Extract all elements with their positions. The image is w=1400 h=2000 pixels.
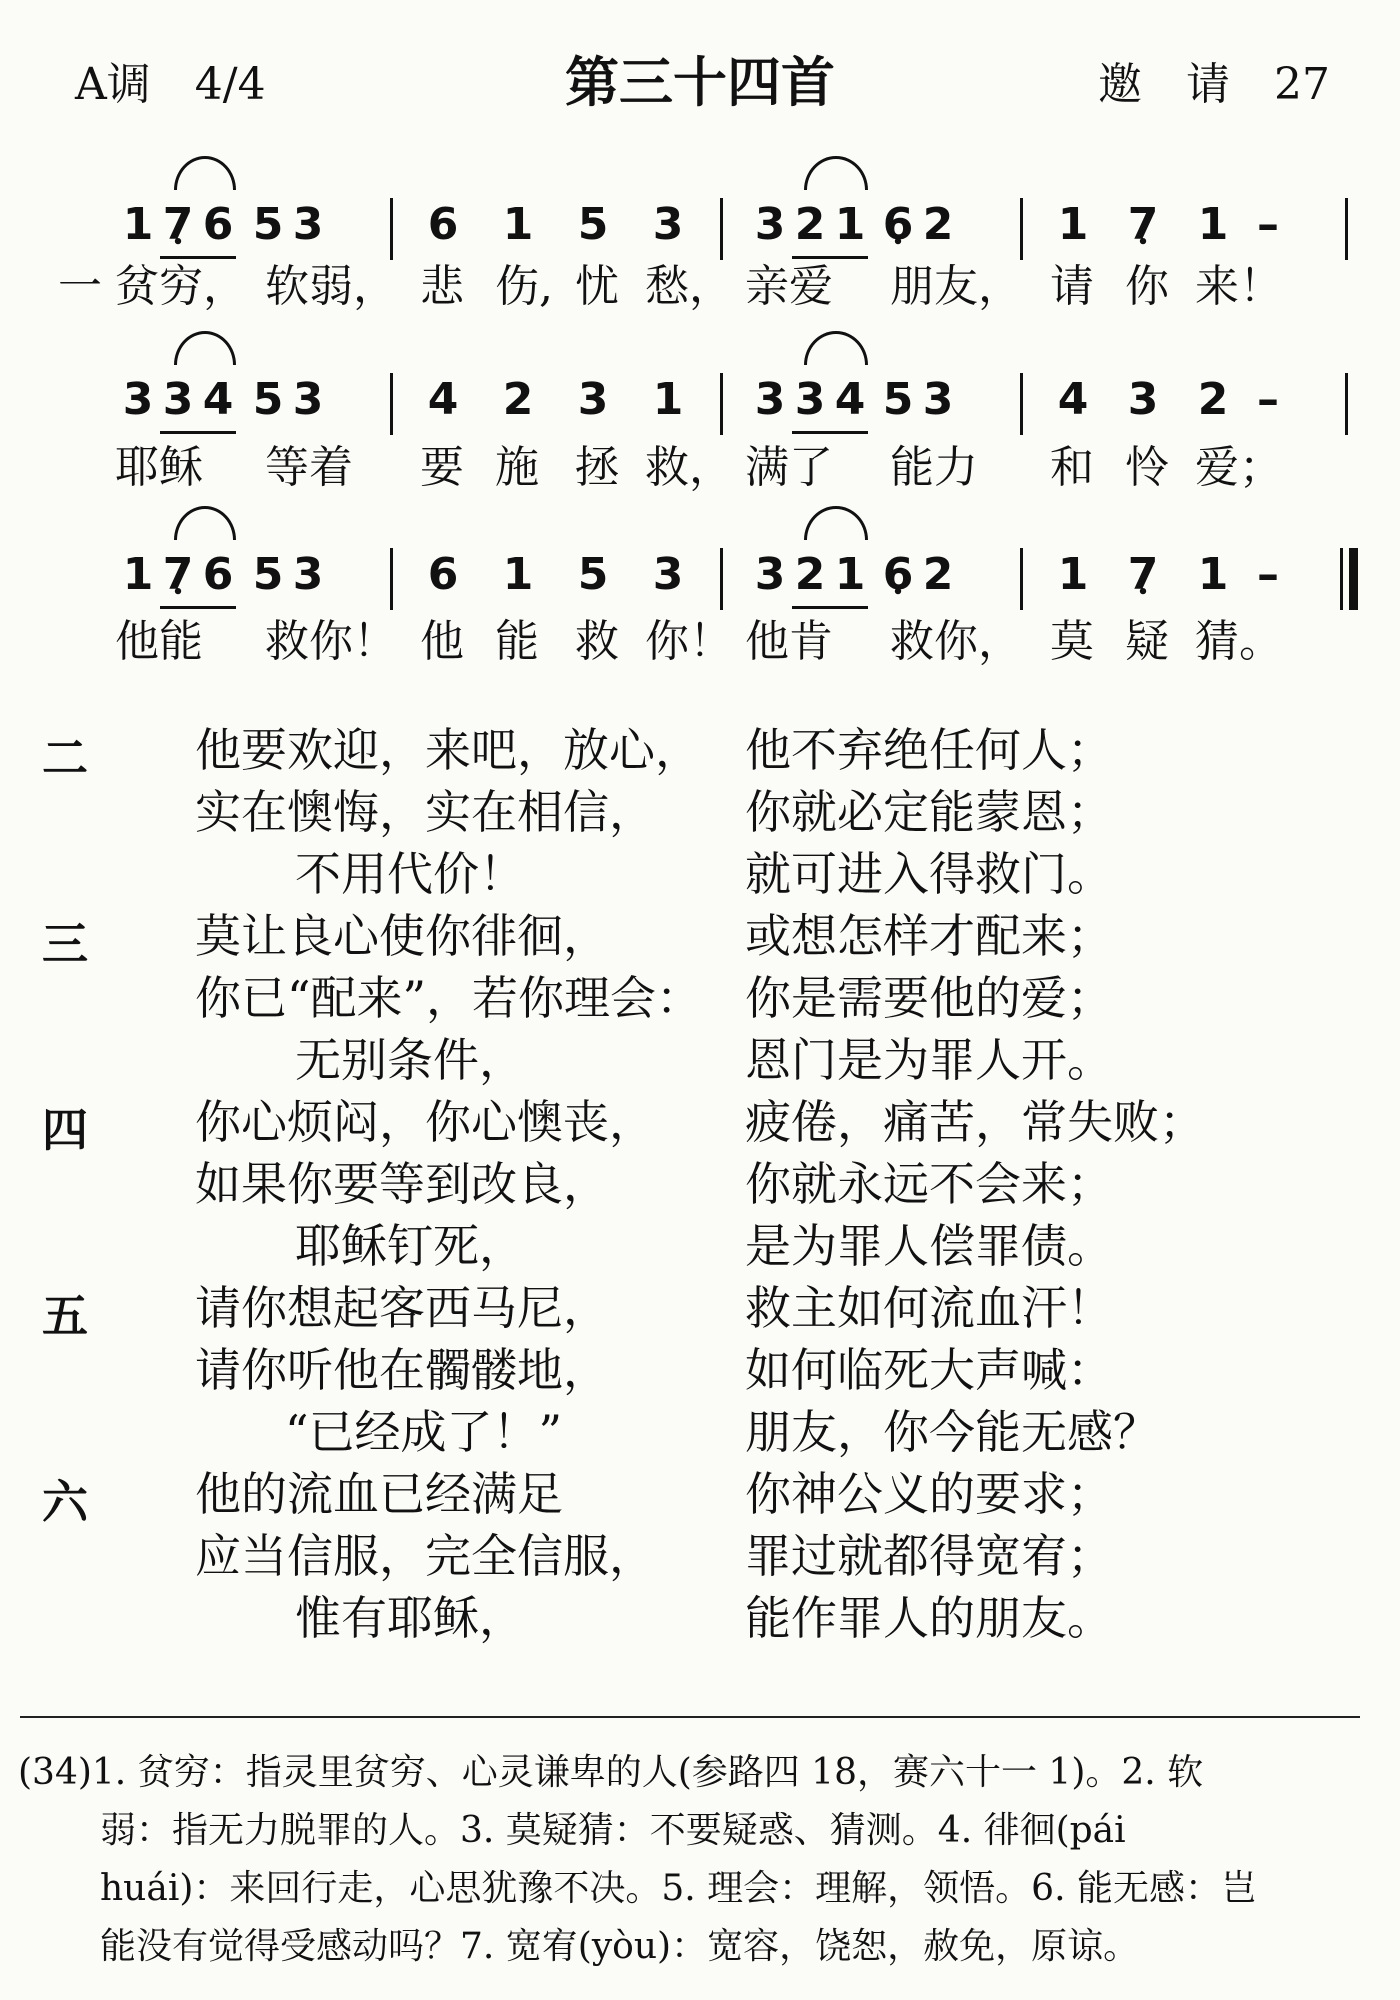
- lyric-word: 伤,: [495, 261, 553, 312]
- note: 1: [122, 549, 154, 600]
- bar-line: [1020, 548, 1023, 610]
- bar-line: [1345, 373, 1348, 435]
- note: 5: [252, 199, 284, 250]
- bar-line: [1020, 373, 1023, 435]
- footnote-line: (34)1. 贫穷：指灵里贫穷、心灵谦卑的人(参路四 18，赛六十一 1)。2. 软: [18, 1752, 1204, 1793]
- verse-line: “已经成了！”: [285, 1405, 563, 1459]
- note: 6 •: [880, 548, 916, 602]
- verse-line: 或想怎样才配来；: [745, 909, 1113, 963]
- note: 1: [834, 549, 866, 600]
- key-signature: A调 4/4: [75, 59, 266, 110]
- note: 3: [754, 374, 786, 425]
- lyric-word: 你！: [645, 616, 733, 667]
- note: 3: [922, 374, 954, 425]
- lyric-word: 他能: [115, 616, 203, 667]
- note: 2: [922, 199, 954, 250]
- note: 1: [1197, 199, 1229, 250]
- dash: –: [1257, 374, 1279, 425]
- note: 1: [1197, 549, 1229, 600]
- lyric-word: 和: [1050, 442, 1094, 493]
- note: 6: [202, 199, 234, 250]
- note: 1: [502, 199, 534, 250]
- note: 7 •: [1125, 548, 1161, 602]
- note: 5: [252, 374, 284, 425]
- verse-line: 你就必定能蒙恩；: [745, 785, 1113, 839]
- bar-line: [720, 548, 723, 610]
- lyric-word: 怜: [1125, 442, 1169, 493]
- note: 1: [652, 374, 684, 425]
- verse-line: 朋友，你今能无感？: [745, 1405, 1159, 1459]
- underline-beam: [792, 256, 868, 259]
- verse-number: 二: [42, 731, 88, 785]
- lyric-word: 他: [420, 616, 464, 667]
- note: 5: [882, 374, 914, 425]
- lyric-word: 救你，: [890, 616, 1022, 667]
- dash: –: [1257, 199, 1279, 250]
- note: 1: [1057, 549, 1089, 600]
- verse-number: 四: [42, 1103, 88, 1157]
- lyric-word: 来！: [1195, 261, 1283, 312]
- verse-line: 恩门是为罪人开。: [745, 1033, 1113, 1087]
- lyric-word: 救，: [645, 442, 733, 493]
- verse-line: 他要欢迎，来吧，放心，: [195, 723, 701, 777]
- slur-mark: [804, 156, 868, 190]
- verse-line: 不用代价！: [295, 847, 525, 901]
- bar-line: [1345, 198, 1348, 260]
- verse-line: 莫让良心使你徘徊，: [195, 909, 609, 963]
- lyric-word: 朋友，: [890, 261, 1022, 312]
- underline-beam: [160, 606, 236, 609]
- underline-beam: [792, 431, 868, 434]
- note: 7 •: [1125, 198, 1161, 252]
- lyric-word: 满了: [745, 442, 833, 493]
- verse-line: 你已“配来”，若你理会：: [195, 971, 703, 1025]
- footnote-line: 弱：指无力脱罪的人。3. 莫疑猜：不要疑惑、猜测。4. 徘徊(pái: [100, 1810, 1126, 1851]
- note: 3: [122, 374, 154, 425]
- verse-line: 就可进入得救门。: [745, 847, 1113, 901]
- note: 7 •: [160, 548, 196, 602]
- note: 3: [292, 549, 324, 600]
- note: 3: [652, 549, 684, 600]
- slur-mark: [174, 156, 236, 190]
- note: 5: [577, 199, 609, 250]
- hymn-title: 第三十四首: [565, 51, 835, 114]
- lyric-word: 他肯: [745, 616, 833, 667]
- note: 1: [122, 199, 154, 250]
- dash: –: [1257, 549, 1279, 600]
- verse-line: 如何临死大声喊：: [745, 1343, 1113, 1397]
- note: 1: [834, 199, 866, 250]
- verse-line: 你心烦闷，你心懊丧，: [195, 1095, 655, 1149]
- lyric-word: 等着: [265, 442, 353, 493]
- note: 6 •: [880, 198, 916, 252]
- verse-number: 五: [42, 1289, 88, 1343]
- note: 3: [577, 374, 609, 425]
- slur-mark: [804, 331, 868, 365]
- underline-beam: [160, 431, 236, 434]
- lyric-word: 救你！: [265, 616, 397, 667]
- final-bar-line: [1340, 548, 1358, 610]
- lyric-word: 软弱，: [265, 261, 397, 312]
- note: 3: [754, 199, 786, 250]
- lyric-word: 爱；: [1195, 442, 1283, 493]
- slur-mark: [804, 506, 868, 540]
- note: 3: [292, 199, 324, 250]
- note: 6: [202, 549, 234, 600]
- note: 1: [1057, 199, 1089, 250]
- bar-line: [720, 198, 723, 260]
- bar-line: [390, 198, 393, 260]
- lyric-word: 能: [495, 616, 539, 667]
- verse-line: 实在懊悔，实在相信，: [195, 785, 655, 839]
- lyric-word: 愁，: [645, 261, 733, 312]
- verse-line: 请你听他在髑髅地，: [195, 1343, 609, 1397]
- bar-line: [390, 373, 393, 435]
- verse-line: 应当信服，完全信服，: [195, 1529, 655, 1583]
- note: 1: [502, 549, 534, 600]
- bar-line: [720, 373, 723, 435]
- verse-number: 三: [42, 917, 88, 971]
- verse-line: 是为罪人偿罪债。: [745, 1219, 1113, 1273]
- bar-line: [390, 548, 393, 610]
- note: 5: [577, 549, 609, 600]
- verse-line: 惟有耶稣，: [295, 1591, 525, 1645]
- verse-line: 能作罪人的朋友。: [745, 1591, 1113, 1645]
- verse-number: 六: [42, 1475, 88, 1529]
- lyric-word: 要: [420, 442, 464, 493]
- lyric-word: 疑: [1125, 616, 1169, 667]
- verse-line: 他不弃绝任何人；: [745, 723, 1113, 777]
- note: 5: [252, 549, 284, 600]
- lyric-word: 你: [1125, 261, 1169, 312]
- note: 4: [202, 374, 234, 425]
- verse-line: 他的流血已经满足: [195, 1467, 563, 1521]
- note: 4: [1057, 374, 1089, 425]
- bar-line: [1020, 198, 1023, 260]
- verse-line: 无别条件，: [295, 1033, 525, 1087]
- verse-line: 罪过就都得宽宥；: [745, 1529, 1113, 1583]
- note: 2: [922, 549, 954, 600]
- note: 3: [1127, 374, 1159, 425]
- lyric-word: 悲: [420, 261, 464, 312]
- underline-beam: [792, 606, 868, 609]
- verse-number: 一: [58, 261, 102, 312]
- verse-line: 你是需要他的爱；: [745, 971, 1113, 1025]
- note: 3: [292, 374, 324, 425]
- slur-mark: [174, 331, 236, 365]
- verse-line: 救主如何流血汗！: [745, 1281, 1113, 1335]
- note: 4: [834, 374, 866, 425]
- lyric-word: 猜。: [1195, 616, 1283, 667]
- note: 6: [427, 199, 459, 250]
- underline-beam: [160, 256, 236, 259]
- lyric-word: 亲爱: [745, 261, 833, 312]
- note: 3: [794, 374, 826, 425]
- verse-line: 如果你要等到改良，: [195, 1157, 609, 1211]
- verse-line: 请你想起客西马尼，: [195, 1281, 609, 1335]
- verse-line: 你神公义的要求；: [745, 1467, 1113, 1521]
- footnote-line: huái)：来回行走，心思犹豫不决。5. 理会：理解，领悟。6. 能无感：岂: [100, 1868, 1257, 1909]
- footnote-line: 能没有觉得受感动吗？7. 宽宥(yòu)：宽容，饶恕，赦免，原谅。: [100, 1926, 1140, 1967]
- note: 2: [794, 549, 826, 600]
- footnote-divider: [20, 1716, 1360, 1718]
- note: 2: [502, 374, 534, 425]
- lyric-word: 忧: [575, 261, 619, 312]
- note: 2: [1197, 374, 1229, 425]
- verse-line: 你就永远不会来；: [745, 1157, 1113, 1211]
- lyric-word: 施: [495, 442, 539, 493]
- lyric-word: 耶稣: [115, 442, 203, 493]
- note: 3: [754, 549, 786, 600]
- note: 4: [427, 374, 459, 425]
- lyric-word: 请: [1050, 261, 1094, 312]
- verse-line: 疲倦，痛苦，常失败；: [745, 1095, 1205, 1149]
- section-page-number: 邀 请 27: [1098, 59, 1330, 110]
- note: 3: [162, 374, 194, 425]
- verse-line: 耶稣钉死，: [295, 1219, 525, 1273]
- note: 3: [652, 199, 684, 250]
- slur-mark: [174, 506, 236, 540]
- note: 2: [794, 199, 826, 250]
- lyric-word: 贫穷，: [115, 261, 247, 312]
- lyric-word: 能力: [890, 442, 978, 493]
- note: 7 •: [160, 198, 196, 252]
- lyric-word: 莫: [1050, 616, 1094, 667]
- note: 6: [427, 549, 459, 600]
- lyric-word: 拯: [575, 442, 619, 493]
- lyric-word: 救: [575, 616, 619, 667]
